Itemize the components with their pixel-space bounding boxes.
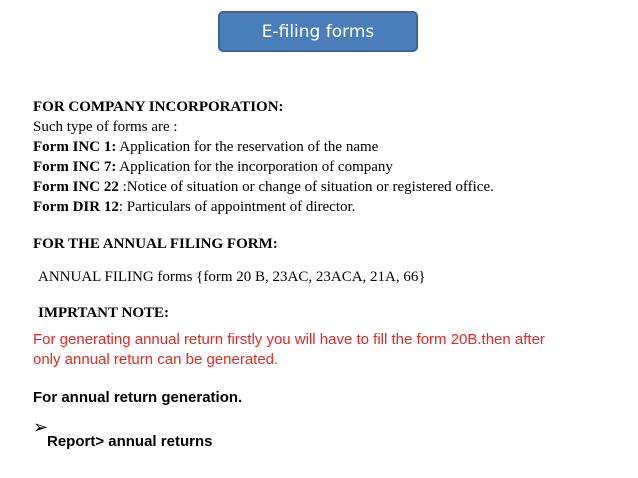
arrow-bullet-icon: ➢ (33, 417, 49, 437)
form-item (33, 138, 378, 157)
company-heading: FOR COMPANY INCORPORATION: (33, 99, 284, 115)
form-code: Form INC 1: (33, 139, 117, 155)
form-item (33, 198, 355, 217)
report-step: Report> annual returns (47, 433, 213, 450)
form-item (33, 158, 393, 177)
form-code: Form DIR 12 (33, 199, 119, 215)
form-desc: :Notice of situation or change of situation or registered office. (118, 179, 494, 195)
form-item (33, 178, 494, 197)
generation-heading: For annual return generation. (33, 389, 243, 406)
title-banner (218, 11, 418, 52)
note-line-2: only annual return can be generated. (33, 351, 279, 368)
form-code: Form INC 7: (33, 159, 117, 175)
page-title: E-filing forms (261, 21, 375, 42)
annual-heading: FOR THE ANNUAL FILING FORM: (33, 236, 278, 252)
company-intro: Such type of forms are : (33, 119, 178, 135)
form-code: Form INC 22 (33, 179, 119, 195)
form-desc: Application for the incorporation of company (116, 159, 393, 175)
annual-forms-line: ANNUAL FILING forms {form 20 B, 23AC, 23ACA, 21A, 66} (38, 269, 426, 285)
form-desc: : Particulars of appointment of director. (118, 199, 356, 215)
note-heading: IMPRTANT NOTE: (38, 305, 170, 321)
note-line-1: For generating annual return firstly you will have to fill the form 20B.then after (33, 331, 545, 348)
form-desc: Application for the reservation of the name (116, 139, 379, 155)
